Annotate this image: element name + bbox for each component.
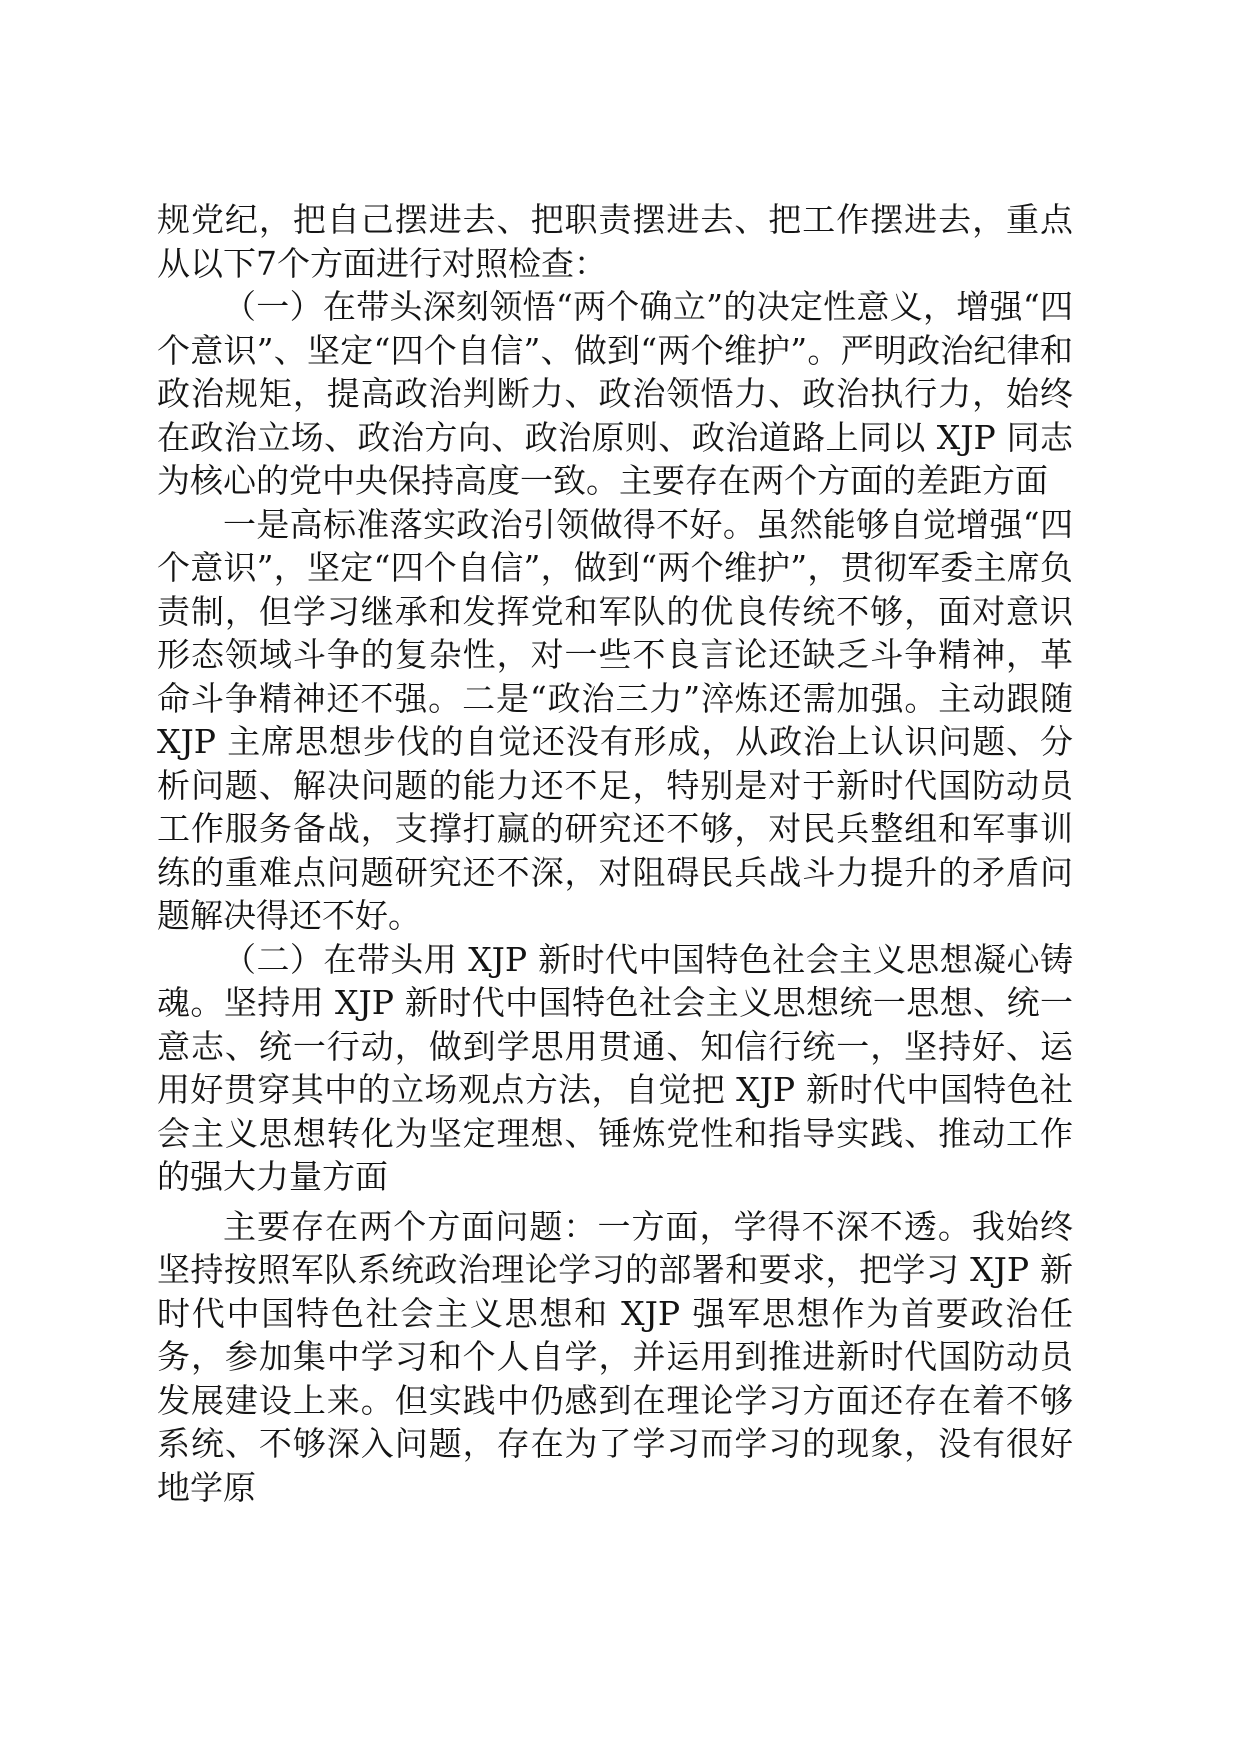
paragraph-section-one-detail: 一是高标准落实政治引领做得不好。虽然能够自觉增强“四个意识”，坚定“四个自信”，做到“两个维护”，贯彻军委主席负责制，但学习继承和发挥党和军队的优良传统不够，面对意识形态领域斗争的复杂性，对一些不良言论还缺乏斗争精神，革命斗争精神还不强。二是“政治三力”淬炼还需加强。主动跟随 XJP 主席思想步伐的自觉还没有形成，从政治上认识问题、分析问题、解决问题的能力还不足，特别是对于新时代国防动员工作服务备战，支撑打赢的研究还不够，对民兵整组和军事训练的重难点问题研究还不深，对阻碍民兵战斗力提升的矛盾问题解决得还不好。 (157, 504, 1073, 935)
paragraph-section-one: （一）在带头深刻领悟“两个确立”的决定性意义，增强“四个意识”、坚定“四个自信”、做到“两个维护”。严明政治纪律和政治规矩，提高政治判断力、政治领悟力、政治执行力，始终在政治立场、政治方向、政治原则、政治道路上同以 XJP 同志为核心的党中央保持高度一致。主要存在两个方面的差距方面 (157, 287, 1073, 500)
paragraph-continuation: 规党纪，把自己摆进去、把职责摆进去、把工作摆进去，重点从以下7个方面进行对照检查： (157, 200, 1073, 283)
document-body (157, 198, 1073, 1509)
paragraph-section-two-detail: 主要存在两个方面问题：一方面，学得不深不透。我始终坚持按照军队系统政治理论学习的部署和要求，把学习 XJP 新时代中国特色社会主义思想和 XJP 强军思想作为首要政治任务，参加集中学习和个人自学，并运用到推进新时代国防动员发展建设上来。但实践中仍感到在理论学习方面还存在着不够系统、不够深入问题，存在为了学习而学习的现象，没有很好地学原 (157, 1206, 1073, 1507)
paragraph-section-two: （二）在带头用 XJP 新时代中国特色社会主义思想凝心铸魂。坚持用 XJP 新时代中国特色社会主义思想统一思想、统一意志、统一行动，做到学思用贯通、知信行统一，坚持好、运用好贯穿其中的立场观点方法，自觉把 XJP 新时代中国特色社会主义思想转化为坚定理想、锤炼党性和指导实践、推动工作的强大力量方面 (157, 939, 1073, 1196)
